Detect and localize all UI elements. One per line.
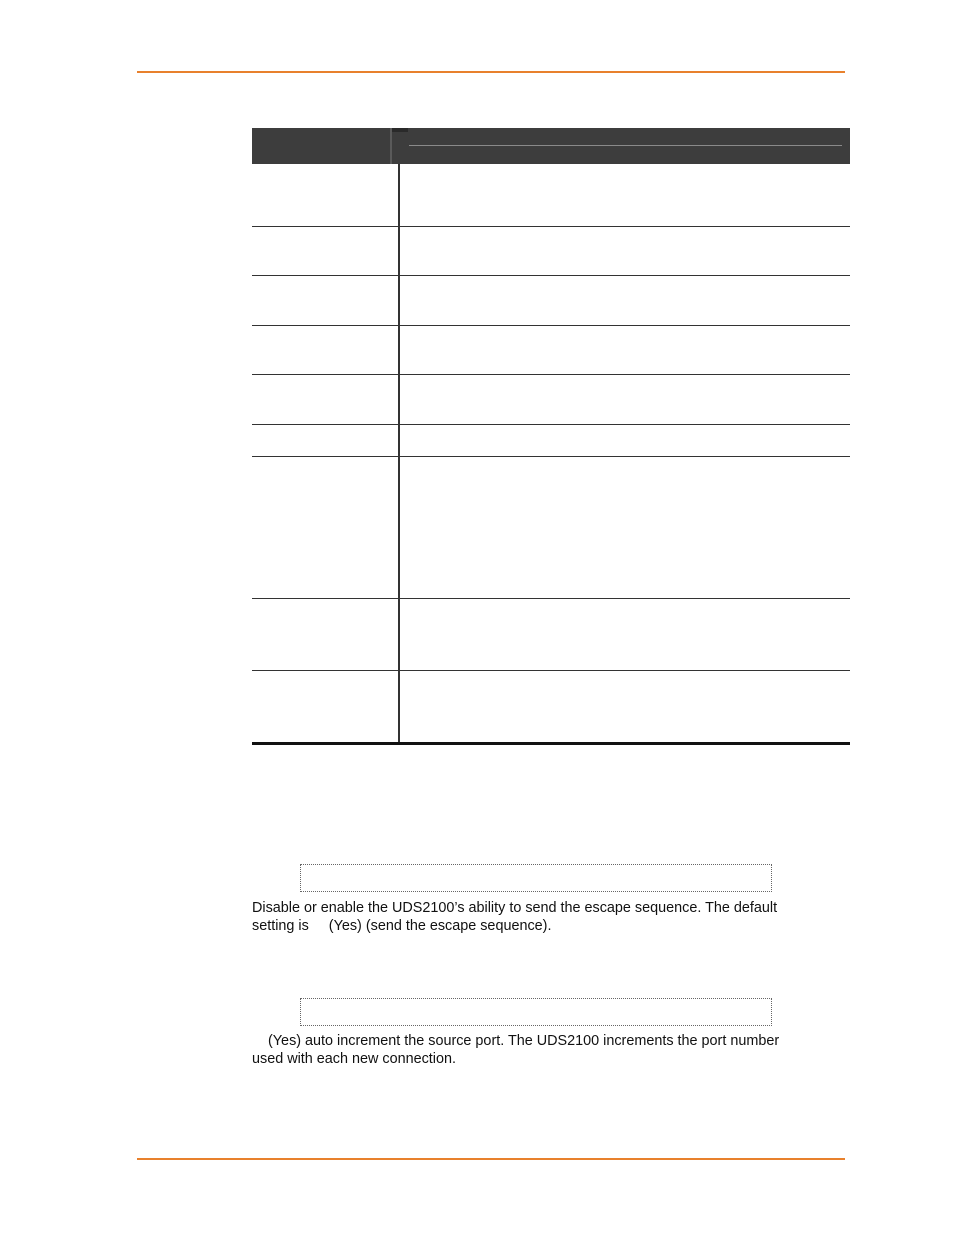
table-row: [252, 326, 850, 375]
header-rule: [137, 71, 845, 73]
table-row-description: [398, 599, 850, 670]
table-row: [252, 457, 850, 599]
table-row-label: [252, 457, 398, 598]
table-row-description: [398, 326, 850, 374]
table-row-description: [398, 375, 850, 424]
auto-increment-port-field: [300, 998, 772, 1026]
table-row-label: [252, 425, 398, 456]
table-row-description: [398, 164, 850, 226]
table-row-label: [252, 375, 398, 424]
table-row-label: [252, 599, 398, 670]
table-row-label: [252, 326, 398, 374]
table-row: [252, 599, 850, 671]
header-inner-line: [409, 145, 842, 146]
table-row: [252, 164, 850, 227]
table-row: [252, 375, 850, 425]
table-row-label: [252, 164, 398, 226]
send-escape-sequence-description: [252, 899, 842, 935]
table-row: [252, 227, 850, 276]
description-line: setting is (Yes) (send the escape sequence).: [252, 918, 552, 934]
table-row: [252, 276, 850, 326]
table-row-description: [398, 227, 850, 275]
header-notch: [392, 128, 408, 132]
table-row-label: [252, 671, 398, 742]
table-row-label: [252, 227, 398, 275]
table-row-description: [398, 425, 850, 456]
auto-increment-port-description: [252, 1032, 842, 1068]
description-line: used with each new connection.: [252, 1051, 456, 1067]
table-header: [252, 128, 850, 164]
footer-rule: [137, 1158, 845, 1160]
table-row: [252, 671, 850, 745]
header-column-divider: [390, 128, 392, 164]
table-row: [252, 425, 850, 457]
table-row-description: [398, 671, 850, 742]
table-row-description: [398, 457, 850, 598]
description-line: Disable or enable the UDS2100’s ability to send the escape sequence. The default: [252, 900, 778, 916]
send-escape-sequence-field: [300, 864, 772, 892]
table-row-label: [252, 276, 398, 325]
settings-table: [252, 128, 850, 745]
description-line: (Yes) auto increment the source port. The UDS2100 increments the port number: [252, 1033, 780, 1049]
table-row-description: [398, 276, 850, 325]
